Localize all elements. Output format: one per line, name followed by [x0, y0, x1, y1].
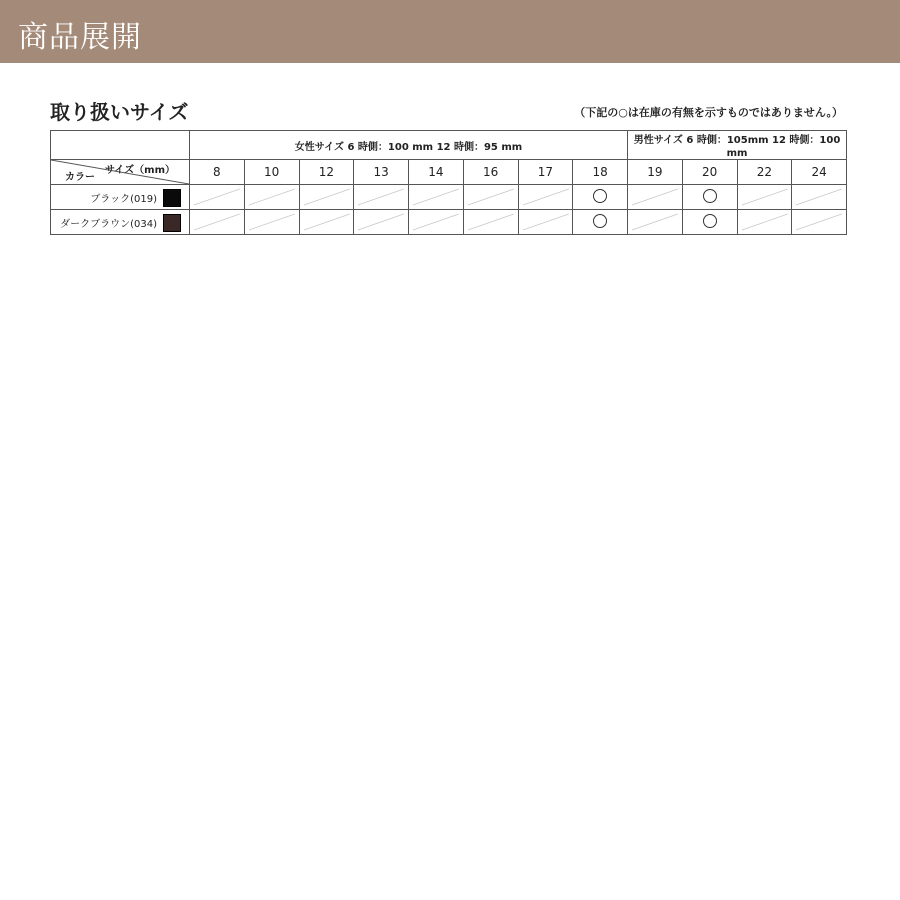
availability-note: （下記の○は在庫の有無を示すものではありません。） — [574, 106, 843, 119]
women-size-group — [190, 131, 628, 160]
color-swatch — [163, 189, 181, 207]
size-header-row — [51, 160, 847, 185]
unavailable-cell — [463, 185, 518, 210]
section-title: 取り扱いサイズ — [50, 100, 189, 124]
unavailable-cell — [190, 185, 245, 210]
page-title: 商品展開 — [18, 20, 142, 55]
group-header-row — [51, 131, 847, 160]
unavailable-cell — [628, 210, 683, 235]
color-swatch — [163, 214, 181, 232]
available-circle-icon — [703, 214, 717, 228]
size-header-cell: 16 — [463, 160, 518, 185]
unavailable-slash-icon — [300, 210, 354, 234]
color-name-cell — [51, 210, 190, 235]
unavailable-cell — [463, 210, 518, 235]
unavailable-cell — [737, 210, 792, 235]
unavailable-cell — [518, 210, 573, 235]
color-row — [51, 185, 847, 210]
unavailable-slash-icon — [738, 210, 792, 234]
size-table — [50, 130, 847, 235]
available-circle-icon — [703, 189, 717, 203]
unavailable-slash-icon — [190, 185, 244, 209]
size-header-cell: 20 — [682, 160, 737, 185]
unavailable-cell — [792, 185, 847, 210]
unavailable-slash-icon — [628, 210, 682, 234]
corner-cell — [51, 160, 190, 185]
size-header-cell: 14 — [409, 160, 464, 185]
available-cell — [573, 210, 628, 235]
color-name-label: ダークブラウン(034) — [60, 219, 157, 230]
unavailable-slash-icon — [628, 185, 682, 209]
unavailable-slash-icon — [792, 185, 846, 209]
unavailable-cell — [244, 185, 299, 210]
unavailable-slash-icon — [245, 185, 299, 209]
unavailable-slash-icon — [409, 210, 463, 234]
unavailable-cell — [244, 210, 299, 235]
size-header-cell: 24 — [792, 160, 847, 185]
unavailable-cell — [354, 185, 409, 210]
unavailable-slash-icon — [354, 210, 408, 234]
unavailable-cell — [792, 210, 847, 235]
available-cell — [573, 185, 628, 210]
color-row — [51, 210, 847, 235]
size-header-cell: 17 — [518, 160, 573, 185]
men-size-group — [628, 131, 847, 160]
unavailable-cell — [409, 210, 464, 235]
color-name-label: ブラック(019) — [90, 194, 157, 205]
available-circle-icon — [593, 214, 607, 228]
color-name-cell — [51, 185, 190, 210]
unavailable-cell — [354, 210, 409, 235]
unavailable-cell — [518, 185, 573, 210]
size-header-cell: 18 — [573, 160, 628, 185]
available-cell — [682, 185, 737, 210]
corner-top-cell — [51, 131, 190, 160]
unavailable-cell — [628, 185, 683, 210]
women-size-group-label: 女性サイズ 6 時側：100 mm 12 時側：95 mm — [294, 141, 523, 153]
size-header-cell: 10 — [244, 160, 299, 185]
unavailable-slash-icon — [464, 185, 518, 209]
unavailable-slash-icon — [519, 185, 573, 209]
unavailable-cell — [737, 185, 792, 210]
unavailable-slash-icon — [519, 210, 573, 234]
size-header-cell: 13 — [354, 160, 409, 185]
unavailable-cell — [299, 210, 354, 235]
unavailable-slash-icon — [738, 185, 792, 209]
corner-color-label: カラー — [65, 172, 95, 183]
unavailable-slash-icon — [464, 210, 518, 234]
unavailable-slash-icon — [409, 185, 463, 209]
size-header-cell: 22 — [737, 160, 792, 185]
unavailable-slash-icon — [354, 185, 408, 209]
unavailable-cell — [299, 185, 354, 210]
size-header-cell: 19 — [628, 160, 683, 185]
page-header — [0, 0, 900, 63]
available-circle-icon — [593, 189, 607, 203]
available-cell — [682, 210, 737, 235]
size-header-cell: 12 — [299, 160, 354, 185]
unavailable-slash-icon — [245, 210, 299, 234]
corner-size-label: サイズ（mm） — [104, 165, 175, 176]
unavailable-cell — [190, 210, 245, 235]
unavailable-slash-icon — [300, 185, 354, 209]
size-header-cell: 8 — [190, 160, 245, 185]
unavailable-cell — [409, 185, 464, 210]
men-size-group-label: 男性サイズ 6 時側：105mm 12 時側：100 mm — [633, 135, 841, 159]
unavailable-slash-icon — [792, 210, 846, 234]
unavailable-slash-icon — [190, 210, 244, 234]
